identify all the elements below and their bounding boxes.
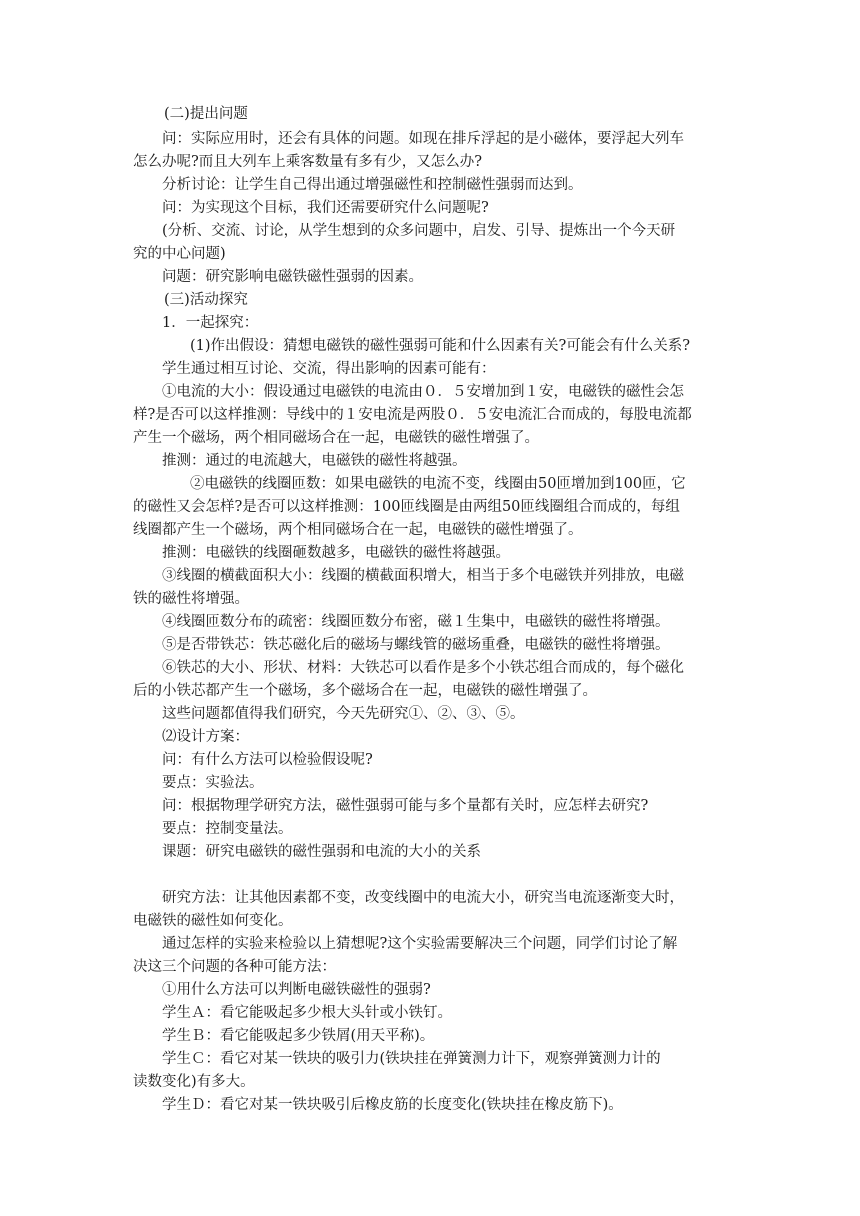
paragraph-line: 问题：研究影响电磁铁磁性强弱的因素。 (162, 269, 423, 285)
paragraph-line: ④线圈匝数分布的疏密：线圈匝数分布密，磁１生集中，电磁铁的磁性将增强。 (162, 614, 670, 630)
paragraph-line: 推测：电磁铁的线圈砸数越多，电磁铁的磁性将越强。 (162, 545, 510, 561)
paragraph-line: 样?是否可以这样推测：导线中的１安电流是两股０．５安电流汇合而成的，每股电流都 (133, 407, 692, 423)
paragraph-line: 研究方法：让其他因素都不变，改变线圈中的电流大小，研究当电流逐渐变大时， (162, 890, 684, 906)
paragraph-line: 学生Ｂ：看它能吸起多少铁屑(用天平称)。 (162, 1028, 435, 1044)
paragraph-line: 铁的磁性将增强。 (133, 591, 249, 607)
paragraph-line: ①电流的大小：假设通过电磁铁的电流由０．５安增加到１安，电磁铁的磁性会怎 (162, 384, 684, 400)
paragraph-line: (1)作出假设：猜想电磁铁的磁性强弱可能和什么因素有关?可能会有什么关系? (190, 338, 691, 354)
paragraph-line: 问：为实现这个目标，我们还需要研究什么问题呢? (162, 200, 489, 216)
paragraph-line: 学生Ｄ：看它对某一铁块吸引后橡皮筋的长度变化(铁块挂在橡皮筋下)。 (162, 1097, 623, 1113)
paragraph-line: 推测：通过的电流越大，电磁铁的磁性将越强。 (162, 453, 467, 469)
paragraph-line: 问：实际应用时，还会有具体的问题。如现在排斥浮起的是小磁体，要浮起大列车 (162, 131, 684, 147)
paragraph-line: 要点：实验法。 (162, 775, 264, 791)
heading-propose-question: (二)提出问题 (164, 106, 248, 122)
paragraph-line: 通过怎样的实验来检验以上猜想呢?这个实验需要解决三个问题，同学们讨论了解 (162, 936, 678, 952)
paragraph-line: ⑥铁芯的大小、形状、材料：大铁芯可以看作是多个小铁芯组合而成的，每个磁化 (162, 660, 684, 676)
paragraph-line: 究的中心问题) (133, 246, 226, 262)
subheading-design-plan: ⑵设计方案： (162, 729, 249, 745)
paragraph-line: 线圈都产生一个磁场，两个相同磁场合在一起，电磁铁的磁性增强了。 (133, 522, 583, 538)
paragraph-line: 怎么办呢?而且大列车上乘客数量有多有少，又怎么办? (133, 154, 483, 170)
paragraph-line: 问：根据物理学研究方法，磁性强弱可能与多个量都有关时，应怎样去研究? (162, 798, 649, 814)
paragraph-line: 读数变化)有多大。 (133, 1074, 255, 1090)
paragraph-line: 学生Ｃ：看它对某一铁块的吸引力(铁块挂在弹簧测力计下，观察弹簧测力计的 (162, 1051, 661, 1067)
paragraph-line: ②电磁铁的线圈匝数：如果电磁铁的电流不变，线圈由50匝增加到100匝，它 (190, 476, 686, 492)
paragraph-line: 学生Ａ：看它能吸起多少根大头针或小铁钉。 (162, 1005, 452, 1021)
heading-activity-inquiry: (三)活动探究 (164, 292, 248, 308)
paragraph-line: 产生一个磁场，两个相同磁场合在一起，电磁铁的磁性增强了。 (133, 430, 539, 446)
paragraph-line: 分析讨论：让学生自己得出通过增强磁性和控制磁性强弱而达到。 (162, 177, 583, 193)
paragraph-line: 要点：控制变量法。 (162, 821, 293, 837)
paragraph-line: 的磁性又会怎样?是否可以这样推测：100匝线圈是由两组50匝线圈组合而成的，每组 (133, 499, 680, 515)
paragraph-line: 问：有什么方法可以检验假设呢? (162, 752, 373, 768)
paragraph-line: 课题：研究电磁铁的磁性强弱和电流的大小的关系 (162, 844, 481, 860)
paragraph-line: 这些问题都值得我们研究，今天先研究①、②、③、⑤。 (162, 706, 525, 722)
paragraph-line: ①用什么方法可以判断电磁铁磁性的强弱? (162, 982, 431, 998)
paragraph-line: ⑤是否带铁芯：铁芯磁化后的磁场与螺线管的磁场重叠，电磁铁的磁性将增强。 (162, 637, 670, 653)
paragraph-line: (分析、交流、讨论，从学生想到的众多问题中，启发、引导、提炼出一个今天研 (162, 223, 676, 239)
subheading-joint-inquiry: 1．一起探究： (162, 315, 259, 331)
paragraph-line: 决这三个问题的各种可能方法： (133, 959, 336, 975)
paragraph-line: 后的小铁芯都产生一个磁场，多个磁场合在一起，电磁铁的磁性增强了。 (133, 683, 597, 699)
paragraph-line: 电磁铁的磁性如何变化。 (133, 913, 293, 929)
paragraph-line: ③线圈的横截面积大小：线圈的横截面积增大，相当于多个电磁铁并列排放，电磁 (162, 568, 684, 584)
paragraph-line: 学生通过相互讨论、交流，得出影响的因素可能有： (162, 361, 496, 377)
